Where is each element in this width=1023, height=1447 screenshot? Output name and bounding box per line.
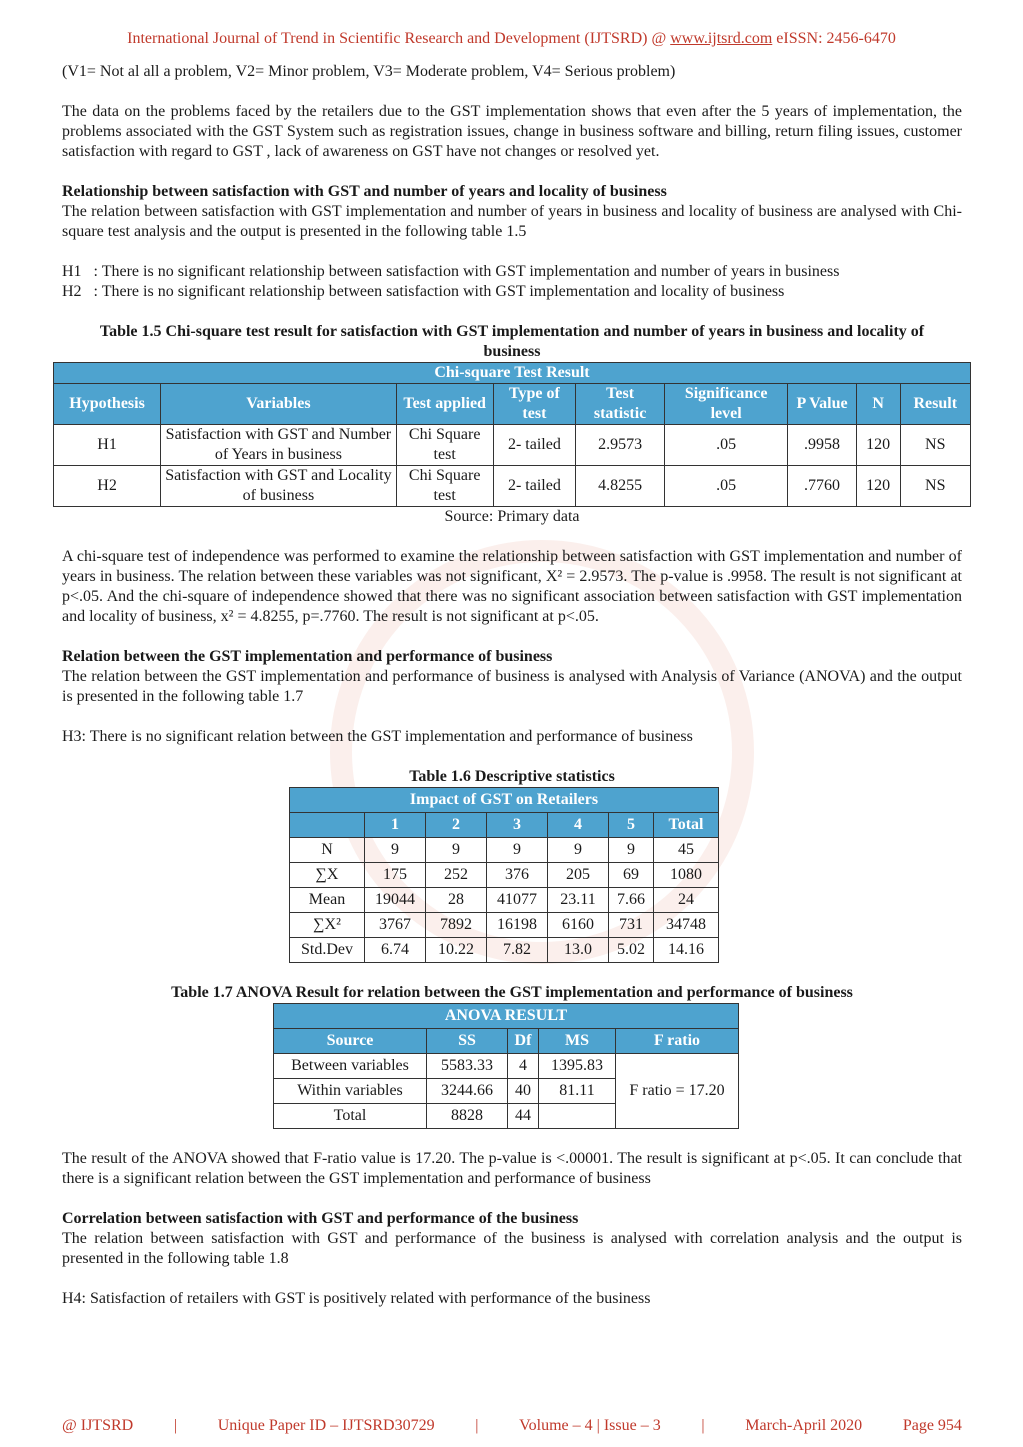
table-row [274, 1054, 739, 1079]
chi-square-table [53, 362, 971, 507]
cell: 41077 [487, 888, 548, 913]
table-caption: Table 1.7 ANOVA Result for relation between the GST implementation and performance of business [171, 984, 853, 1001]
footer-volume: Volume – 4 | Issue – 3 [519, 1417, 661, 1434]
cell: N [290, 838, 365, 863]
table-caption: Table 1.6 Descriptive statistics [409, 768, 615, 785]
table-row [290, 838, 719, 863]
cell: 14.16 [654, 938, 719, 963]
cell: 6.74 [365, 938, 426, 963]
cell: 69 [609, 863, 654, 888]
cell: ∑X [290, 863, 365, 888]
cell: 376 [487, 863, 548, 888]
cell: Chi Square test [396, 466, 493, 507]
cell: 40 [508, 1079, 539, 1104]
hypothesis-h3: H3: There is no significant relation between the GST implementation and performance of business [62, 728, 693, 745]
paragraph: The result of the ANOVA showed that F-ratio value is 17.20. The p-value is <.00001. The result is significant at p<.05. It can conclude that there is a significant relation between the GST implementation and performance of business [62, 1150, 962, 1187]
column-header: Source [274, 1029, 427, 1054]
cell: 7.82 [487, 938, 548, 963]
descriptive-table [289, 787, 719, 963]
footer-sep: | [701, 1417, 705, 1434]
cell: H2 [54, 466, 161, 507]
cell: 45 [654, 838, 719, 863]
paragraph: The data on the problems faced by the retailers due to the GST implementation shows that even after the 5 years of implementation, the problems associated with the GST System such as registration issues, change in business software and billing, return filing issues, customer satisfaction with regard to GST , lack of awareness on GST have not changes or resolved yet. [62, 103, 962, 160]
cell: 19044 [365, 888, 426, 913]
column-header [290, 813, 365, 838]
cell: Total [274, 1104, 427, 1129]
cell: Mean [290, 888, 365, 913]
table-caption: Table 1.5 Chi-square test result for satisfaction with GST implementation and number of years in business and locality of business [99, 323, 925, 360]
cell: NS [900, 425, 970, 466]
cell: Between variables [274, 1054, 427, 1079]
section-heading: Correlation between satisfaction with GST and performance of the business [62, 1210, 579, 1227]
hypothesis-h1: H1 : There is no significant relationship between satisfaction with GST implementation and number of years in business [62, 263, 840, 280]
table-row [290, 863, 719, 888]
cell: Std.Dev [290, 938, 365, 963]
cell: .9958 [788, 425, 856, 466]
column-header: Result [900, 384, 970, 425]
cell: 2- tailed [493, 466, 576, 507]
cell: 3767 [365, 913, 426, 938]
cell: Chi Square test [396, 425, 493, 466]
cell: 9 [426, 838, 487, 863]
footer-journal: @ IJTSRD [62, 1417, 134, 1434]
cell: 9 [487, 838, 548, 863]
footer-date: March-April 2020 [745, 1417, 863, 1434]
column-header: Variables [161, 384, 397, 425]
column-header: 3 [487, 813, 548, 838]
cell: 9 [609, 838, 654, 863]
cell: 4 [508, 1054, 539, 1079]
paragraph: The relation between the GST implementation and performance of business is analysed with Analysis of Variance (ANOVA) and the output is presented in the following table 1.7 [62, 668, 962, 705]
column-header: N [856, 384, 900, 425]
cell: 205 [548, 863, 609, 888]
cell: 10.22 [426, 938, 487, 963]
table-title: ANOVA RESULT [274, 1004, 739, 1029]
cell: 23.11 [548, 888, 609, 913]
column-header: Df [508, 1029, 539, 1054]
cell: 5.02 [609, 938, 654, 963]
column-header: 1 [365, 813, 426, 838]
table-row [54, 425, 971, 466]
cell: 7.66 [609, 888, 654, 913]
cell: 1080 [654, 863, 719, 888]
table-row [54, 466, 971, 507]
column-header: Test statistic [576, 384, 665, 425]
column-header: 5 [609, 813, 654, 838]
table-row [290, 938, 719, 963]
column-header: Type of test [493, 384, 576, 425]
hypothesis-h2: H2 : There is no significant relationship between satisfaction with GST implementation and locality of business [62, 283, 785, 300]
table-title: Impact of GST on Retailers [290, 788, 719, 813]
column-header: 4 [548, 813, 609, 838]
cell: H1 [54, 425, 161, 466]
cell: 5583.33 [427, 1054, 508, 1079]
cell: 13.0 [548, 938, 609, 963]
column-header: P Value [788, 384, 856, 425]
cell: 9 [365, 838, 426, 863]
footer-paper-id: Unique Paper ID – IJTSRD30729 [217, 1417, 435, 1434]
paragraph: A chi-square test of independence was performed to examine the relationship between satisfaction with GST implementation and number of years in business. The relation between these variables was not significant, X² = 2.9573. The p-value is .9958. The result is not significant at p<.05. And the chi-square of independence showed that there was no significant association between satisfaction with GST implementation and locality of business, x² = 4.8255, p=.7760. The result is not significant at p<.05. [62, 548, 962, 625]
hypothesis-h4: H4: Satisfaction of retailers with GST is positively related with performance of the business [62, 1290, 651, 1307]
section-heading: Relation between the GST implementation and performance of business [62, 648, 553, 665]
cell: 2- tailed [493, 425, 576, 466]
column-header: SS [427, 1029, 508, 1054]
cell: .7760 [788, 466, 856, 507]
column-header: Hypothesis [54, 384, 161, 425]
cell: 175 [365, 863, 426, 888]
footer-page: Page 954 [902, 1417, 962, 1434]
page-footer [62, 1417, 962, 1435]
footer-sep: | [173, 1417, 178, 1434]
cell: 731 [609, 913, 654, 938]
column-header: MS [539, 1029, 616, 1054]
anova-table [273, 1003, 739, 1129]
journal-link[interactable]: www.ijtsrd.com [670, 30, 773, 47]
paragraph: The relation between satisfaction with GST implementation and number of years in business and locality of business are analysed with Chi-square test analysis and the output is presented in the following table 1.5 [62, 203, 962, 240]
legend-line: (V1= Not al all a problem, V2= Minor problem, V3= Moderate problem, V4= Serious problem) [62, 63, 676, 80]
cell: 81.11 [539, 1079, 616, 1104]
cell: .05 [664, 466, 787, 507]
column-header: F ratio [616, 1029, 739, 1054]
column-header: 2 [426, 813, 487, 838]
column-header: Test applied [396, 384, 493, 425]
cell: Within variables [274, 1079, 427, 1104]
cell: 9 [548, 838, 609, 863]
table-title: Chi-square Test Result [54, 363, 971, 384]
cell: 1395.83 [539, 1054, 616, 1079]
cell: Satisfaction with GST and Locality of business [161, 466, 397, 507]
cell: 34748 [654, 913, 719, 938]
page-content [62, 62, 962, 1309]
cell: NS [900, 466, 970, 507]
cell: 4.8255 [576, 466, 665, 507]
table-row [290, 913, 719, 938]
cell: 2.9573 [576, 425, 665, 466]
cell: 28 [426, 888, 487, 913]
table-row [290, 888, 719, 913]
column-header: Significance level [664, 384, 787, 425]
cell: 120 [856, 466, 900, 507]
cell: 16198 [487, 913, 548, 938]
cell: 44 [508, 1104, 539, 1129]
cell: 6160 [548, 913, 609, 938]
footer-sep: | [475, 1417, 479, 1434]
cell: .05 [664, 425, 787, 466]
cell [539, 1104, 616, 1129]
f-ratio-cell: F ratio = 17.20 [616, 1054, 739, 1129]
paragraph: The relation between satisfaction with GST and performance of the business is analysed with correlation analysis and the output is presented in the following table 1.8 [62, 1230, 962, 1267]
cell: ∑X² [290, 913, 365, 938]
cell: 24 [654, 888, 719, 913]
table-source: Source: Primary data [444, 508, 580, 525]
cell: 7892 [426, 913, 487, 938]
journal-name: International Journal of Trend in Scientific Research and Development (IJTSRD) @ [127, 30, 667, 47]
column-header: Total [654, 813, 719, 838]
issn: eISSN: 2456-6470 [776, 30, 896, 47]
cell: 120 [856, 425, 900, 466]
cell: 8828 [427, 1104, 508, 1129]
cell: 252 [426, 863, 487, 888]
cell: 3244.66 [427, 1079, 508, 1104]
section-heading: Relationship between satisfaction with GST and number of years and locality of business [62, 183, 667, 200]
page-header [0, 30, 1023, 48]
cell: Satisfaction with GST and Number of Years in business [161, 425, 397, 466]
